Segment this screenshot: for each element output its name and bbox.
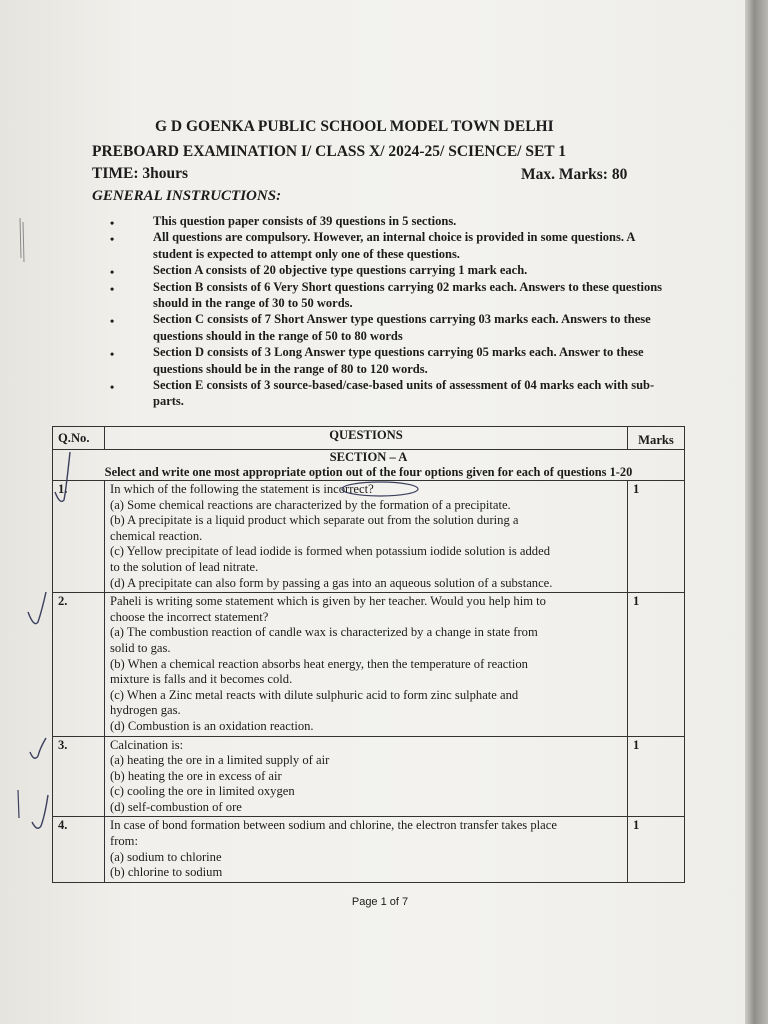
question-line: (a) heating the ore in a limited supply of air: [110, 753, 330, 768]
question-line: (d) A precipitate can also form by passing a gas into an aqueous solution of a substance.: [110, 575, 553, 590]
exam-time: TIME: 3hours: [92, 165, 189, 182]
school-name: G D GOENKA PUBLIC SCHOOL MODEL TOWN DELHI: [155, 118, 554, 135]
question-line: (d) self-combustion of ore: [110, 799, 242, 814]
question-number: 1.: [53, 481, 105, 593]
col-questions-header: QUESTIONS: [105, 427, 628, 450]
instruction-item: • Section C consists of 7 Short Answer type questions carrying 03 marks each. Answers to these questions should in the range of 50 to 80 words: [108, 311, 668, 344]
question-line: (a) sodium to chlorine: [110, 849, 222, 864]
section-title: SECTION – A: [329, 450, 408, 464]
question-line: choose the incorrect statement?: [110, 609, 269, 624]
question-line: from:: [110, 834, 138, 849]
instructions-title: GENERAL INSTRUCTIONS:: [92, 188, 282, 204]
question-line: Calcination is:: [110, 737, 184, 752]
question-line: (a) The combustion reaction of candle wax is characterized by a change in state from: [110, 625, 538, 640]
section-instruction: Select and write one most appropriate option out of the four options given for each of questions 1-20: [104, 465, 633, 479]
question-line: Paheli is writing some statement which is given by her teacher. Would you help him to: [110, 594, 546, 609]
pen-tick-3: [30, 738, 46, 758]
question-text: [105, 736, 628, 817]
pen-margin-mark: [18, 790, 19, 818]
question-line: (a) Some chemical reactions are characterized by the formation of a precipitate.: [110, 497, 511, 512]
question-marks: 1: [628, 593, 685, 736]
question-line: to the solution of lead nitrate.: [110, 559, 259, 574]
question-line: hydrogen gas.: [110, 703, 181, 718]
question-row: [53, 593, 685, 736]
instruction-item: • Section D consists of 3 Long Answer type questions carrying 05 marks each. Answer to these questions should be in the range of 80 to 120 words.: [108, 344, 668, 377]
pen-tick-4: [32, 795, 48, 828]
question-text: [105, 481, 628, 593]
question-number: 2.: [53, 593, 105, 736]
question-line: solid to gas.: [110, 640, 171, 655]
question-line: (b) chlorine to sodium: [110, 865, 223, 880]
page-edge-shadow: [745, 0, 768, 1024]
exam-title: PREBOARD EXAMINATION I/ CLASS X/ 2024-25/ SCIENCE/ SET 1: [92, 143, 566, 160]
question-line: (b) heating the ore in excess of air: [110, 768, 282, 783]
col-marks-header: Marks: [628, 427, 685, 450]
questions-table: [52, 426, 685, 883]
question-line: In which of the following the statement is incorrect?: [110, 482, 374, 496]
page-footer: Page 1 of 7: [351, 896, 409, 908]
question-line: (c) cooling the ore in limited oxygen: [110, 784, 295, 799]
question-marks: 1: [628, 481, 685, 593]
question-text: [105, 817, 628, 882]
question-line: (b) A precipitate is a liquid product which separate out from the solution during a: [110, 513, 519, 528]
question-number: 4.: [53, 817, 105, 882]
instruction-item: • Section E consists of 3 source-based/case-based units of assessment of 04 marks each with sub-parts.: [108, 377, 668, 410]
question-marks: 1: [628, 817, 685, 882]
instruction-item: • All questions are compulsory. However, an internal choice is provided in some questions. A student is expected to attempt only one of these questions.: [108, 229, 668, 262]
question-line: mixture is falls and it becomes cold.: [110, 672, 293, 687]
question-row: [53, 817, 685, 882]
instructions-list: [108, 213, 668, 410]
max-marks: Max. Marks: 80: [521, 166, 628, 183]
table-header-row: [53, 427, 685, 450]
section-row: [53, 450, 685, 481]
instruction-item: • This question paper consists of 39 questions in 5 sections.: [108, 213, 668, 229]
question-line: (c) When a Zinc metal reacts with dilute sulphuric acid to form zinc sulphate and: [110, 687, 519, 702]
question-line: chemical reaction.: [110, 528, 203, 543]
question-line: (b) When a chemical reaction absorbs heat energy, then the temperature of reaction: [110, 656, 528, 671]
question-row: [53, 481, 685, 593]
question-row: [53, 736, 685, 817]
question-line: (d) Combustion is an oxidation reaction.: [110, 718, 314, 733]
question-marks: 1: [628, 736, 685, 817]
question-line: (c) Yellow precipitate of lead iodide is formed when potassium iodide solution is added: [110, 544, 550, 559]
col-qno-header: Q.No.: [53, 427, 105, 450]
question-number: 3.: [53, 736, 105, 817]
pen-tick-2: [28, 592, 46, 624]
instruction-item: • Section B consists of 6 Very Short questions carrying 02 marks each. Answers to these questions should in the range of 30 to 50 words.: [108, 279, 668, 312]
pen-margin-mark-top: [20, 218, 24, 262]
question-line: In case of bond formation between sodium and chlorine, the electron transfer takes place: [110, 818, 557, 833]
instruction-item: • Section A consists of 20 objective type questions carrying 1 mark each.: [108, 262, 668, 278]
question-text: [105, 593, 628, 736]
